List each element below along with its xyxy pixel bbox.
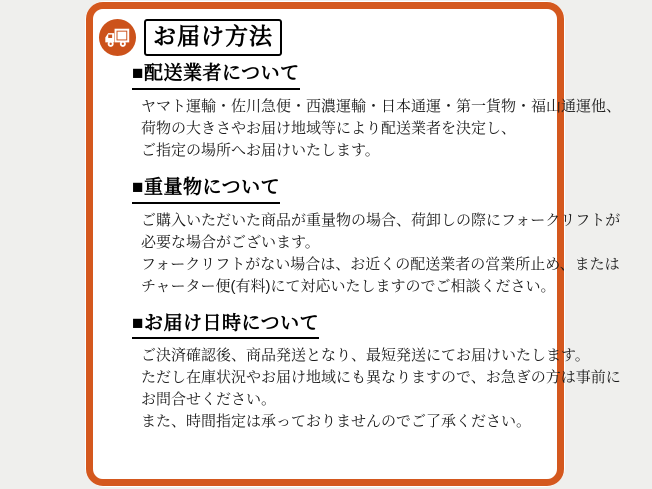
body-line: ただし在庫状況やお届け地域にも異なりますので、お急ぎの方は事前に bbox=[141, 369, 621, 387]
body-line: 荷物の大きさやお届け地域等により配送業者を決定し、 bbox=[141, 119, 517, 137]
card-header bbox=[98, 18, 282, 57]
truck-icon bbox=[98, 18, 137, 57]
body-line: ご指定の場所へお届けいたします。 bbox=[141, 141, 380, 159]
body-line: 必要な場合がございます。 bbox=[141, 233, 320, 251]
body-line: フォークリフトがない場合は、お近くの配送業者の営業所止め、または bbox=[141, 255, 620, 273]
section-heavy-items bbox=[132, 176, 621, 298]
body-line: また、時間指定は承っておりませんのでご了承ください。 bbox=[141, 413, 532, 431]
section-heading-delivery-date: ■お届け日時について bbox=[132, 312, 319, 340]
section-body-heavy-items bbox=[141, 210, 621, 298]
delivery-info-card bbox=[85, 1, 622, 487]
body-line: お問合せください。 bbox=[141, 391, 277, 409]
section-heading-heavy-items: ■重量物について bbox=[132, 176, 280, 204]
body-line: ご購入いただいた商品が重量物の場合、荷卸しの際にフォークリフトが bbox=[141, 211, 621, 229]
body-line: ご決済確認後、商品発送となり、最短発送にてお届けいたします。 bbox=[141, 347, 590, 365]
section-body-carriers bbox=[141, 96, 622, 162]
section-carriers bbox=[132, 62, 622, 162]
section-delivery-date bbox=[132, 312, 621, 434]
section-body-delivery-date bbox=[141, 345, 621, 433]
body-line: チャーター便(有料)にて対応いたしますのでご相談ください。 bbox=[141, 277, 556, 295]
body-line: ヤマト運輸・佐川急便・西濃運輸・日本通運・第一貨物・福山通運他、 bbox=[141, 97, 622, 115]
section-heading-carriers: ■配送業者について bbox=[132, 62, 300, 90]
card-content bbox=[132, 62, 622, 445]
page-title: お届け方法 bbox=[144, 19, 282, 57]
